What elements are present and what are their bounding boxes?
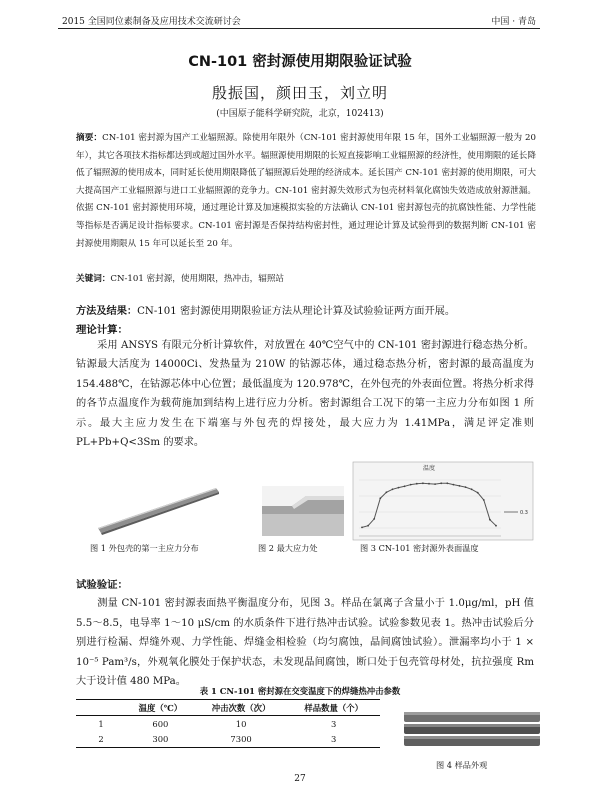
- chart-point: [434, 483, 436, 485]
- figure-2-max-stress-detail: [262, 486, 344, 536]
- chart-point: [453, 484, 455, 486]
- chart-point: [465, 486, 467, 488]
- abstract-text: CN-101 密封源为国产工业辐照源。除使用年限外（CN-101 密封源使用年限 15 年，国外工业辐照源一般为 20 年），其它各项技术指标都达到或超过国外水平。辐照源使用期限的长短直接影响工业辐照源的经济性，使用期限的延长降低了辐照源的使用成本，同时延长使用期限降低了辐照源后处理的经济成本。延长国产 CN-101 密封源的使用期限，可大大提高国产工业辐照源与进口工业辐照源的竞争力。CN-101 密封源失效形式为包壳材料氧化腐蚀失效造成放射源泄漏。依据 CN-101 密封源使用环境，通过理论计算及加速模拟实验的方法确认 CN-101 密封源包壳的抗腐蚀性能、力学性能等指标是否满足设计指标要求。CN-101 密封源是否保持结构密封性，通过理论计算及试验得到的数据判断 CN-101 密封源使用期限从 15 年可以延长至 20 年。: [76, 133, 536, 249]
- chart-point: [428, 483, 430, 485]
- table-cell: 600: [152, 718, 169, 729]
- chart-point: [392, 488, 394, 490]
- conference-header: 2015 全国同位素制备及应用技术交流研讨会: [62, 17, 241, 27]
- table-header-cell: [76, 700, 126, 716]
- figure-4-sample-photo: [400, 702, 548, 756]
- table-title: 表 1 CN-101 密封源在交变温度下的焊缝热冲击参数: [199, 686, 401, 696]
- figure-2-caption: 图 2 最大应力处: [258, 543, 318, 553]
- chart-point: [477, 492, 479, 494]
- parameters-table: [76, 699, 380, 748]
- keywords-label: 关键词：: [76, 274, 111, 284]
- table-row: [76, 716, 380, 732]
- table-header-cell: 样品数量（个）: [304, 702, 363, 713]
- keywords-text: CN-101 密封源，使用期限，热冲击，辐照站: [110, 274, 285, 284]
- table-cell: 300: [152, 734, 169, 745]
- figure-4-caption: 图 4 样品外观: [436, 760, 488, 770]
- figure-row: [76, 456, 536, 556]
- chart-point: [361, 527, 363, 529]
- keywords: [76, 272, 536, 284]
- methods-text: CN-101 密封源使用期限验证方法从理论计算及试验验证两方面开展。: [137, 306, 456, 317]
- chart-point: [410, 484, 412, 486]
- methods-paragraph: [76, 302, 536, 317]
- table-row: [76, 732, 380, 748]
- legend-label: 0.3: [520, 510, 528, 516]
- figure-1-caption: 图 1 外包壳的第一主应力分布: [90, 543, 199, 553]
- theory-heading: 理论计算：: [76, 324, 128, 336]
- chart-point: [440, 482, 442, 484]
- location-header: 中国 · 青岛: [491, 17, 536, 27]
- chart-point: [373, 518, 375, 520]
- figure-3-temperature-chart: [353, 462, 533, 540]
- header-rule: [58, 28, 540, 29]
- table-header-cell: 冲击次数（次）: [211, 702, 271, 713]
- table-cell: 10: [235, 718, 247, 729]
- abstract-label: 摘要：: [76, 133, 103, 143]
- abstract: [76, 130, 536, 253]
- theory-paragraph: [76, 336, 534, 452]
- test-heading: 试验验证：: [76, 579, 128, 591]
- table-cell: 3: [331, 718, 337, 729]
- table-header-cell: 温度（℃）: [138, 702, 183, 713]
- table-cell: 2: [98, 734, 104, 745]
- chart-point: [367, 525, 369, 527]
- chart-point: [386, 491, 388, 493]
- chart-point: [483, 499, 485, 501]
- figure-1-stress-rod: [98, 488, 219, 535]
- test-paragraph: [76, 594, 534, 692]
- chart-point: [416, 483, 418, 485]
- table-cell: 1: [98, 718, 104, 729]
- chart-point: [495, 525, 497, 527]
- table-header-row: [76, 700, 380, 716]
- chart-point: [398, 487, 400, 489]
- theory-text: 采用 ANSYS 有限元分析计算软件，对放置在 40℃空气中的 CN-101 密封源进行稳态热分析。钴源最大活度为 14000Ci、发热量为 210W 的钴源芯体，通过稳态热分析，密封源的最高温度为 154.488℃，在钴源芯体中心位置；最低温度为 120.978℃，在外包壳的外表面位置。将热分析求得的各节点温度作为载荷施加到结构上进行应力分析。密封源组合工况下的第一主应力分布如图 1 所示。最大主应力发生在下端塞与外包壳的焊接处，最大应力为 1.41MPa，满足评定准则 PL+Pb+Q<3Sm 的要求。: [76, 340, 534, 449]
- chart-title: 温度: [423, 465, 436, 472]
- table-cell: 7300: [230, 734, 252, 745]
- figure-3-caption: 图 3 CN-101 密封源外表面温度: [360, 543, 479, 553]
- chart-point: [446, 482, 448, 484]
- figures-svg: [76, 456, 536, 546]
- chart-point: [404, 485, 406, 487]
- methods-label: 方法及结果：: [76, 305, 138, 317]
- paper-title: CN-101 密封源使用期限验证试验: [188, 54, 412, 70]
- test-text: 测量 CN-101 密封源表面热平衡温度分布，见图 3。样品在氯离子含量小于 1.0μg/ml，pH 值 5.5～8.5，电导率 1～10 μS/cm 的水质条件下进行热冲击试验。试验参数见表 1。热冲击试验后分别进行检漏、焊缝外观、力学性能、焊缝金相检验（均匀腐蚀，晶间腐蚀试验）。泄漏率均小于 1 × 10⁻⁵ Pam³/s，外观氧化膜处于保护状态，未发现晶间腐蚀，断口处于包壳管母材处，抗拉强度 Rm 大于设计值 480 MPa。: [76, 598, 534, 688]
- table-cell: 3: [331, 734, 337, 745]
- paper-affiliation: (中国原子能科学研究院，北京，102413): [216, 109, 384, 119]
- chart-point: [422, 482, 424, 484]
- page-number: 27: [294, 774, 306, 784]
- chart-point: [489, 519, 491, 521]
- paper-authors: 殷振国，颜田玉，刘立明: [211, 84, 388, 102]
- chart-point: [379, 497, 381, 499]
- chart-point: [471, 488, 473, 490]
- chart-point: [459, 485, 461, 487]
